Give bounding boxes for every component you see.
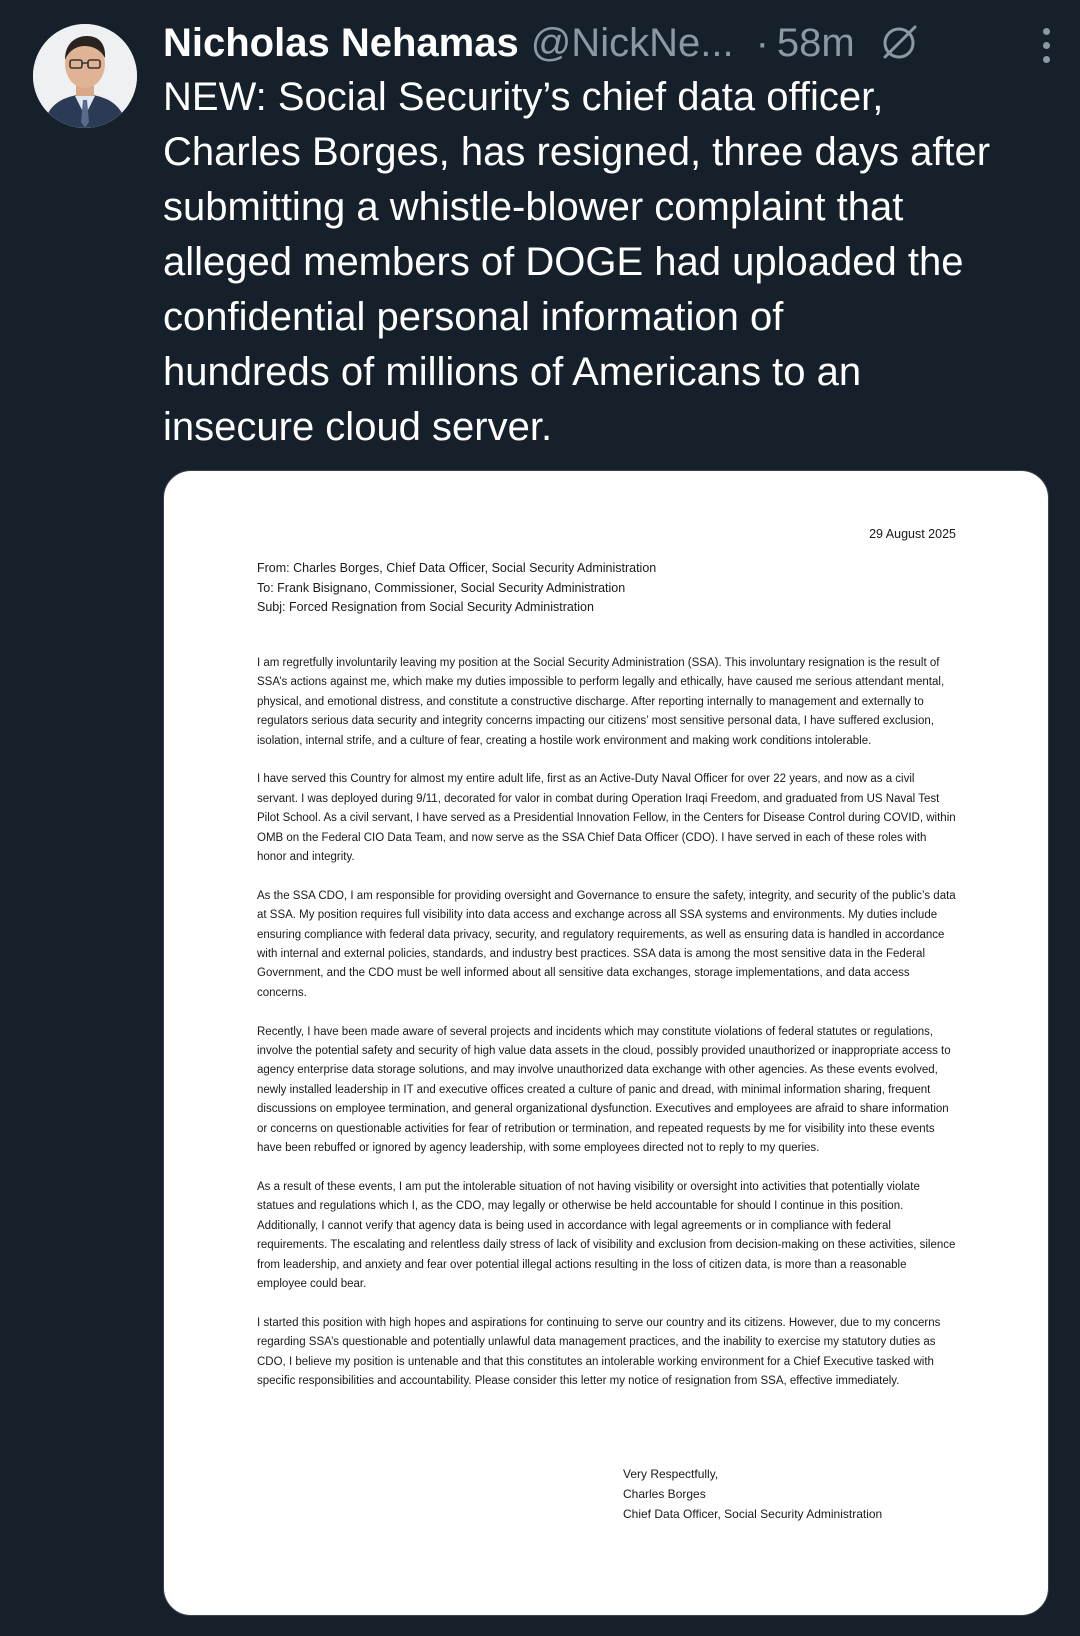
signer-name: Charles Borges: [623, 1487, 706, 1501]
letter-paragraph: I started this position with high hopes and aspirations for continuing to serve our country and its citizens. However, due to my concerns regarding SSA’s questionable and potentially unlawful data management practices, and the inability to exercise my statutory duties as CDO, I believe my position is untenable and that this constitutes an intolerable working environment for a Chief Executive tasked with specific responsibilities and accountability. Please consider this letter my notice of resignation from SSA, effective immediately.: [257, 1316, 941, 1387]
grok-icon[interactable]: [879, 23, 919, 63]
letter-subject: Subj: Forced Resignation from Social Security Administration: [257, 600, 594, 614]
separator-dot: ·: [755, 20, 769, 65]
tweet-text: NEW: Social Security’s chief data officer, Charles Borges, has resigned, three days after submitting a whistle-blower complaint that alleged members of DOGE had uploaded the confidential personal information of hundreds of millions of Americans to an insecure cloud server.: [163, 75, 991, 449]
author-avatar[interactable]: [33, 24, 137, 128]
letter-header: [257, 559, 656, 618]
letter-to: To: Frank Bisignano, Commissioner, Social Security Administration: [257, 580, 626, 595]
letter-paragraph: As the SSA CDO, I am responsible for providing oversight and Governance to ensure the safety, integrity, and security of the public’s data at SSA. My position requires full visibility into data access and exchange across all SSA systems and environments. My duties include ensuring compliance with federal data privacy, security, and regulatory requirements, as well as ensuring data is handled in accordance with internal and external policies, standards, and industry best practices. SSA data is among the most sensitive data in the Federal Government, and the CDO must be well informed about all sensitive data exchanges, storage implementations, and data access concerns.: [257, 889, 956, 999]
letter-paragraph: I have served this Country for almost my entire adult life, first as an Active-Duty Naval Officer for over 22 years, and now as a civil servant. I was deployed during 9/11, decorated for valor in combat during Operation Iraqi Freedom, and graduated from US Naval Test Pilot School. As a civil servant, I have served as a Presidential Innovation Fellow, in the Centers for Disease Control during COVID, within OMB on the Federal CIO Data Team, and now serve as the SSA Chief Data Officer (CDO). I have served in each of these roles with honor and integrity.: [257, 773, 956, 864]
letter-from: From: Charles Borges, Chief Data Officer, Social Security Administration: [257, 561, 657, 575]
author-name[interactable]: Nicholas Nehamas: [163, 20, 519, 65]
letter-paragraph: Recently, I have been made aware of several projects and incidents which may constitute violations of federal statutes or regulations, involve the potential safety and security of high value data assets in the cloud, possibly provided unauthorized or inappropriate access to agency enterprise data storage solutions, and may involve unauthorized data exchange with other agencies. As these events evolved, newly installed leadership in IT and executive offices created a culture of panic and dread, with minimal information sharing, frequent discussions on employee termination, and general organizational dysfunction. Executives and employees are afraid to share information or concerns on questionable activities for fear of retribution or termination, and repeated requests by me for visibility into these events have been rebuffed or ignored by agency leadership, with some employees directed not to reply to my queries.: [257, 1025, 951, 1155]
signer-title: Chief Data Officer, Social Security Administration: [623, 1507, 883, 1521]
letter-body: [257, 654, 957, 1411]
tweet-header: [163, 14, 1060, 72]
letter-paragraph: As a result of these events, I am put the intolerable situation of not having visibility or oversight into activities that potentially violate statues and regulations which I, as the CDO, may legally or otherwise be held accountable for should I continue in this position. Additionally, I cannot verify that agency data is being used in accordance with legal agreements or in compliance with federal requirements. The escalating and relentless daily stress of lack of visibility and exclusion from decision-making on these activities, silence from leadership, and anxiety and fear over potential illegal actions resulting in the loss of citizen data, is more than a reasonable employee could bear.: [257, 1180, 956, 1290]
attached-image[interactable]: [163, 470, 1049, 1616]
more-options-icon[interactable]: [1043, 28, 1050, 63]
letter-date: 29 August 2025: [869, 527, 956, 541]
letter-signature: [623, 1464, 882, 1524]
author-handle[interactable]: @NickNe...: [530, 20, 734, 65]
letter-paragraph: I am regretfully involuntarily leaving my position at the Social Security Administration (SSA). This involuntary resignation is the result of SSA’s actions against me, which make my duties impossible to perform legally and ethically, have caused me serious attendant mental, physical, and emotional distress, and constitute a constructive discharge. After reporting internally to management and externally to regulators serious data security and integrity concerns impacting our citizens’ most sensitive personal data, I have suffered exclusion, isolation, internal strife, and a culture of fear, creating a hostile work environment and making work conditions intolerable.: [257, 657, 945, 747]
letter-document: [164, 471, 1048, 1615]
tweet-time[interactable]: 58m: [776, 20, 855, 65]
letter-closing: Very Respectfully,: [623, 1467, 719, 1481]
